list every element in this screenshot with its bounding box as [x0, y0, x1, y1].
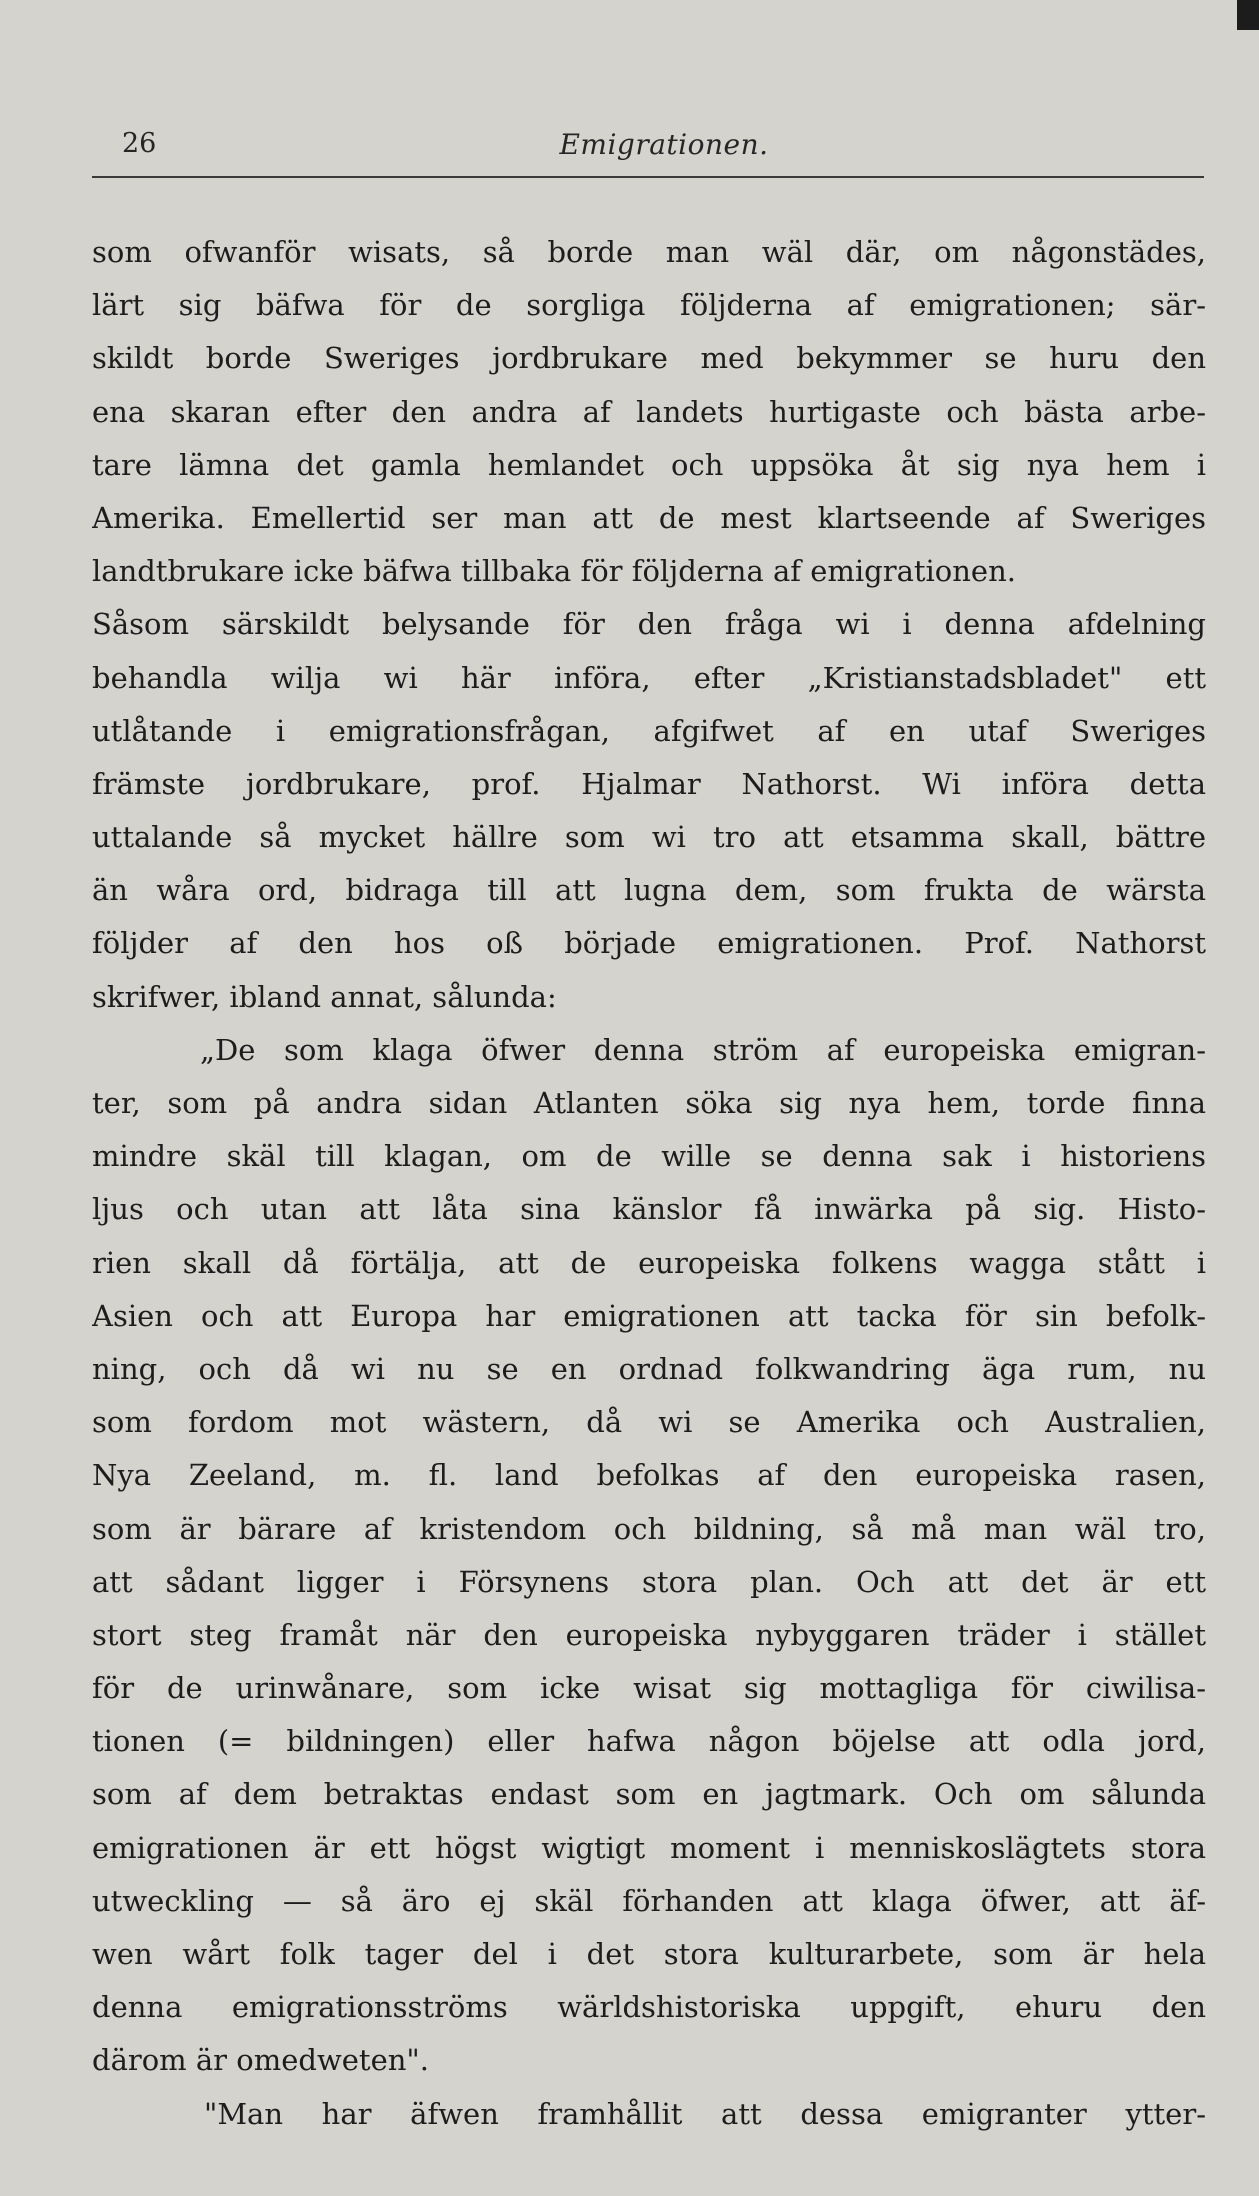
text-line: skildt borde Sweriges jordbrukare med bekymmer se huru den [92, 341, 1206, 376]
text-line: utweckling — så äro ej skäl förhanden att klaga öfwer, att äf- [92, 1883, 1206, 1918]
text-line: tare lämna det gamla hemlandet och uppsöka åt sig nya hem i [92, 447, 1206, 482]
text-line: tionen (= bildningen) eller hafwa någon böjelse att odla jord, [92, 1724, 1206, 1759]
text-line: lärt sig bäfwa för de sorgliga följderna af emigrationen; sär- [92, 288, 1206, 323]
text-line: utlåtande i emigrationsfrågan, afgifwet af en utaf Sweriges [92, 713, 1206, 748]
text-line: ena skaran efter den andra af landets hurtigaste och bästa arbe- [92, 394, 1206, 429]
scan-corner-mark [1237, 0, 1259, 30]
text-line: att sådant ligger i Försynens stora plan. Och att det är ett [92, 1564, 1206, 1599]
text-line: därom är omedweten". [92, 2043, 429, 2078]
text-line: för de urinwånare, som icke wisat sig mottagliga för ciwilisa- [92, 1671, 1206, 1706]
text-line: behandla wilja wi här införa, efter „Kristianstadsbladet" ett [92, 660, 1206, 695]
text-line: ter, som på andra sidan Atlanten söka sig nya hem, torde finna [92, 1086, 1206, 1120]
text-line: Såsom särskildt belysande för den fråga wi i denna afdelning [92, 607, 1206, 642]
text-line: stort steg framåt när den europeiska nybyggaren träder i stället [92, 1617, 1206, 1652]
text-line: följder af den hos oß började emigrationen. Prof. Nathorst [92, 926, 1206, 961]
text-line: Amerika. Emellertid ser man att de mest klartseende af Sweriges [92, 500, 1206, 535]
text-line: ning, och då wi nu se en ordnad folkwandring äga rum, nu [92, 1351, 1206, 1386]
text-line: uttalande så mycket hällre som wi tro att etsamma skall, bättre [92, 820, 1206, 855]
text-line: emigrationen är ett högst wigtigt moment i menniskoslägtets stora [92, 1830, 1206, 1865]
text-line: som fordom mot wästern, då wi se Amerika och Australien, [92, 1405, 1206, 1440]
text-line: Asien och att Europa har emigrationen att tacka för sin befolk- [92, 1298, 1206, 1333]
text-line: „De som klaga öfwer denna ström af europeiska emigran- [200, 1032, 1206, 1067]
text-line: rien skall då förtälja, att de europeiska folkens wagga stått i [92, 1245, 1206, 1280]
text-line: än wåra ord, bidraga till att lugna dem, som frukta de wärsta [92, 873, 1206, 908]
running-title: Emigrationen. [559, 128, 769, 161]
text-line: som af dem betraktas endast som en jagtmark. Och om sålunda [92, 1777, 1206, 1812]
page-number: 26 [122, 128, 157, 159]
body-text [92, 226, 1206, 2141]
text-line: denna emigrationsströms wärldshistoriska uppgift, ehuru den [92, 1990, 1206, 2025]
page-header [118, 128, 1210, 168]
text-line: "Man har äfwen framhållit att dessa emigranter ytter- [204, 2096, 1206, 2131]
text-line: wen wårt folk tager del i det stora kulturarbete, som är hela [92, 1937, 1206, 1971]
text-line: landtbrukare icke bäfwa tillbaka för följderna af emigrationen. [92, 554, 1016, 589]
text-line: mindre skäl till klagan, om de wille se denna sak i historiens [92, 1139, 1206, 1174]
header-rule [92, 176, 1204, 178]
text-line: främste jordbrukare, prof. Hjalmar Nathorst. Wi införa detta [92, 766, 1206, 801]
text-line: som är bärare af kristendom och bildning, så må man wäl tro, [92, 1511, 1206, 1546]
text-line: som ofwanför wisats, så borde man wäl där, om någonstädes, [92, 235, 1206, 269]
text-line: ljus och utan att låta sina känslor få inwärka på sig. Histo- [92, 1192, 1206, 1227]
text-line: Nya Zeeland, m. fl. land befolkas af den europeiska rasen, [92, 1458, 1206, 1493]
text-line: skrifwer, ibland annat, sålunda: [92, 979, 557, 1014]
